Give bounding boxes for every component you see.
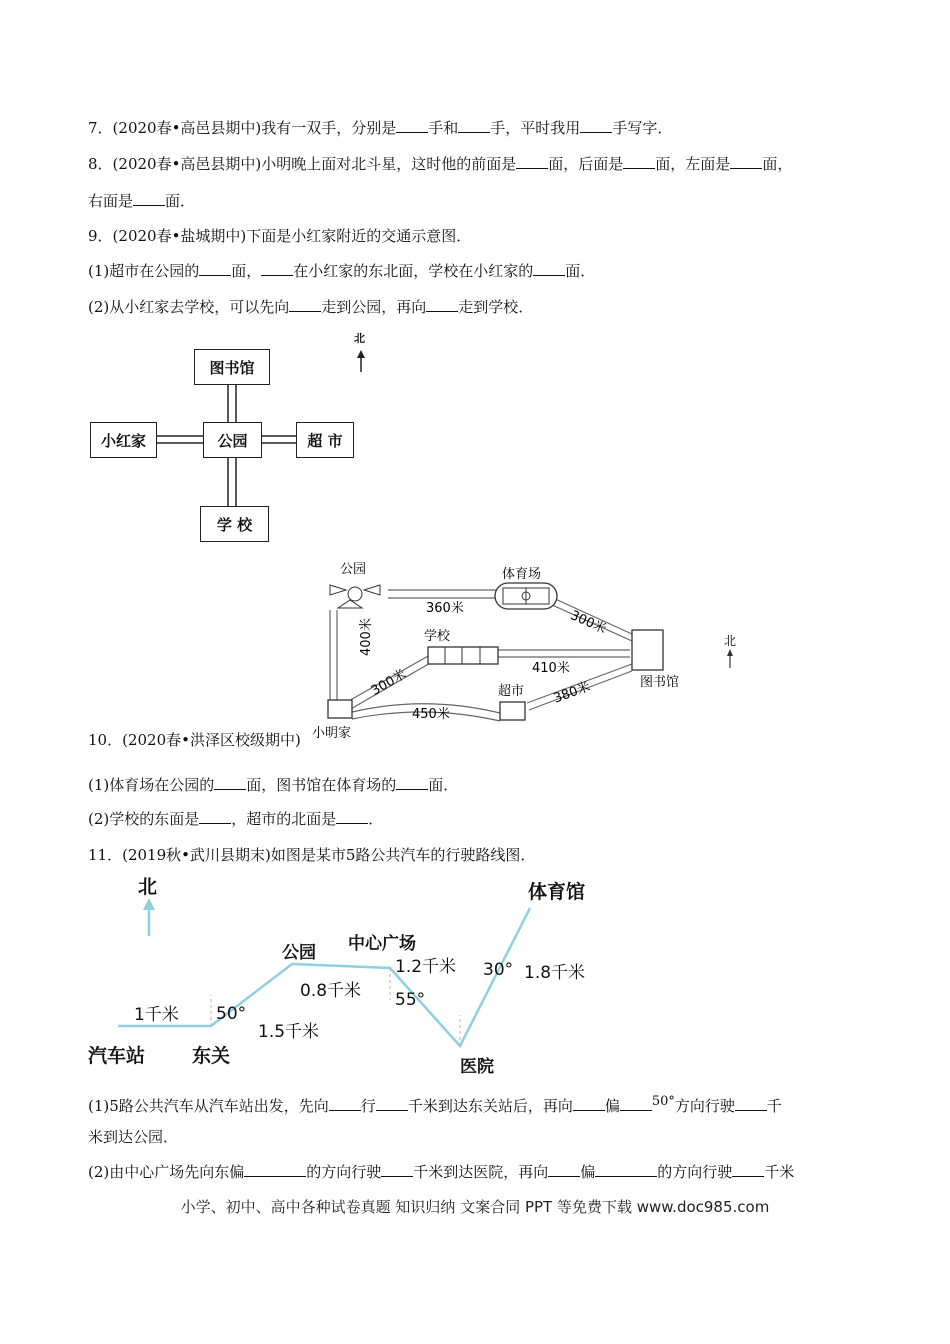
label-park: 公园 [282, 943, 316, 963]
dist-2: 1.5千米 [258, 1022, 320, 1042]
label-school: 学校 [424, 629, 451, 644]
answer-blank[interactable] [381, 1162, 413, 1177]
label-north: 北 [724, 634, 737, 648]
north-label: 北 [354, 332, 365, 345]
question-11-intro: 11．(2019秋•武川县期末)如图是某市5路公共汽车的行驶路线图． [88, 846, 536, 864]
dist-4: 1.2千米 [395, 957, 457, 977]
answer-blank[interactable] [329, 1096, 361, 1111]
question-8-line1: 8．(2020春•高邑县期中)小明晚上面对北斗星，这时他的前面是 面，后面是 面，左面是 面， [88, 155, 793, 173]
angle-3: 30° [483, 960, 514, 980]
dist-market-library: 380米 [551, 679, 593, 707]
dist-park-home: 400米 [359, 618, 374, 656]
dist-1: 1千米 [134, 1005, 179, 1025]
map-market: 超 市 [296, 422, 354, 458]
answer-blank[interactable] [573, 1096, 605, 1111]
question-9-part1: (1)超市在公园的 面， 在小红家的东北面，学校在小红家的 面． [88, 262, 596, 280]
north-arrow-icon [143, 898, 155, 910]
dist-3: 0.8千米 [300, 981, 362, 1001]
label-center-square: 中心广场 [348, 934, 416, 954]
label-home: 小明家 [312, 726, 352, 741]
label-dongguan: 东关 [192, 1045, 231, 1067]
answer-blank[interactable] [735, 1096, 767, 1111]
map-park: 公园 [203, 422, 262, 458]
angle-1: 50° [216, 1004, 247, 1024]
north-label: 北 [138, 876, 158, 898]
label-stadium: 体育馆 [528, 881, 586, 903]
label-market: 超市 [498, 684, 525, 699]
question-9-intro: 9．(2020春•盐城期中)下面是小红家附近的交通示意图． [88, 227, 472, 245]
route-line [118, 908, 530, 1046]
dist-5: 1.8千米 [524, 963, 586, 983]
answer-blank[interactable] [376, 1096, 408, 1111]
question-11-part1-line2: 米到达公园． [88, 1128, 179, 1146]
dist-school-library: 410米 [532, 661, 570, 676]
answer-blank[interactable] [620, 1096, 652, 1111]
question-10-intro: 10．(2020春•洪泽区校级期中) [88, 731, 301, 749]
question-8-line2: 右面是 面． [88, 192, 196, 210]
map-library: 图书馆 [194, 349, 270, 385]
footer-banner: 小学、初中、高中各种试卷真题 知识归纳 文案合同 PPT 等免费下载 www.doc985.com [180, 1198, 770, 1216]
label-library: 图书馆 [640, 675, 680, 690]
answer-blank[interactable] [244, 1162, 306, 1177]
label-bus-station: 汽车站 [88, 1045, 146, 1067]
question-9-part2: (2)从小红家去学校，可以先向 走到公园，再向 走到学校． [88, 298, 534, 316]
question-7: 7．(2020春•高邑县期中)我有一双手，分别是 手和 手，平时我用 手写字． [88, 119, 673, 137]
map-home: 小红家 [90, 422, 157, 458]
answer-blank[interactable] [548, 1162, 580, 1177]
label-park: 公园 [340, 562, 367, 577]
question-11-part1-line1: (1)5路公共汽车从汽车站出发，先向 行 千米到达东关站后，再向 偏 50°方向行驶 千 [88, 1094, 782, 1115]
angle-2: 55° [395, 990, 426, 1010]
label-stadium: 体育场 [502, 567, 542, 582]
dist-home-school: 300米 [368, 666, 410, 699]
dist-home-market: 450米 [412, 707, 450, 722]
question-10-part2: (2)学校的东面是 ，超市的北面是 ． [88, 810, 384, 828]
question-11-part2: (2)由中心广场先向东偏 的方向行驶 千米到达医院，再向 偏 的方向行驶 千米 [88, 1163, 795, 1181]
map-school: 学 校 [200, 506, 269, 542]
label-hospital: 医院 [460, 1057, 494, 1077]
dist-stadium-library: 300米 [567, 608, 609, 638]
question-10-part1: (1)体育场在公园的 面，图书馆在体育场的 面． [88, 776, 459, 794]
answer-blank[interactable] [732, 1162, 764, 1177]
dist-park-stadium: 360米 [426, 601, 464, 616]
answer-blank[interactable] [595, 1162, 657, 1177]
